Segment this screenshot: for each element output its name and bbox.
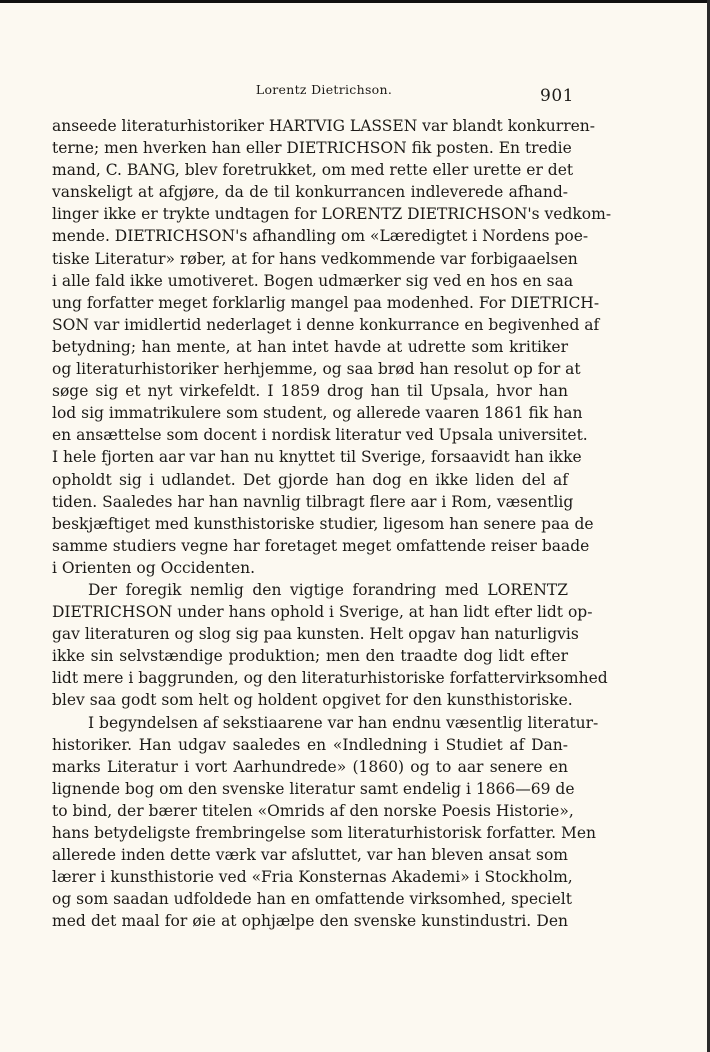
text-line: søge sig et nyt virkefeldt. I 1859 drog han til Upsala, hvor han <box>52 382 568 401</box>
running-title: Lorentz Dietrichson. <box>255 82 393 97</box>
text-line: tiden. Saaledes har han navnlig tilbragt flere aar i Rom, væsentlig <box>52 492 574 511</box>
text-line: lidt mere i baggrunden, og den literaturhistoriske forfattervirksomhed <box>52 669 608 688</box>
text-line: tiske Literatur» røber, at for hans vedkommende var forbigaaelsen <box>52 249 578 268</box>
text-line: I hele fjorten aar var han nu knyttet til Sverige, forsaavidt han ikke <box>52 448 582 467</box>
text-line: historiker. Han udgav saaledes en «Indledning i Studiet af Dan- <box>52 735 568 754</box>
text-line: hans betydeligste frembringelse som literaturhistorisk forfatter. Men <box>52 824 597 842</box>
text-line: allerede inden dette værk var afsluttet, var han bleven ansat som <box>52 846 568 865</box>
text-line: lignende bog om den svenske literatur samt endelig i 1866—69 de <box>52 779 575 798</box>
page-number: 901 <box>540 86 574 106</box>
text-line: lærer i kunsthistorie ved «Fria Konsternas Akademi» i Stockholm, <box>52 868 573 887</box>
text-line: I begyndelsen af sekstiaarene var han endnu væsentlig literatur- <box>88 713 599 732</box>
text-line: Der foregik nemlig den vigtige forandring med LORENTZ <box>88 580 568 599</box>
text-line: anseede literaturhistoriker HARTVIG LASSEN var blandt konkurren- <box>52 117 595 135</box>
text-line: mende. DIETRICHSON's afhandling om «Læredigtet i Nordens poe- <box>52 227 589 246</box>
text-line: beskjæftiget med kunsthistoriske studier, ligesom han senere paa de <box>52 514 594 533</box>
text-line: i Orienten og Occidenten. <box>52 558 256 577</box>
text-line: samme studiers vegne har foretaget meget omfattende reiser baade <box>52 536 590 555</box>
body-text <box>52 115 612 932</box>
text-line: linger ikke er trykte undtagen for LORENTZ DIETRICHSON's vedkom- <box>52 205 612 224</box>
text-line: DIETRICHSON under hans ophold i Sverige, at han lidt efter lidt op- <box>52 603 593 622</box>
text-line: og literaturhistoriker herhjemme, og saa brød han resolut op for at <box>52 360 581 379</box>
text-line: blev saa godt som helt og holdent opgivet for den kunsthistoriske. <box>52 691 573 710</box>
text-line: vanskeligt at afgjøre, da de til konkurrancen indleverede afhand- <box>52 183 568 202</box>
text-line: ikke sin selvstændige produktion; men den traadte dog lidt efter <box>52 647 568 666</box>
text-line: i alle fald ikke umotiveret. Bogen udmærker sig ved en hos en saa <box>52 271 574 290</box>
text-line: to bind, der bærer titelen «Omrids af den norske Poesis Historie», <box>52 801 574 820</box>
text-line: marks Literatur i vort Aarhundrede» (1860) og to aar senere en <box>52 757 568 776</box>
text-line: med det maal for øie at ophjælpe den svenske kunstindustri. Den <box>52 912 568 931</box>
text-line: lod sig immatrikulere som student, og allerede vaaren 1861 fik han <box>52 404 583 423</box>
text-line: og som saadan udfoldede han en omfattende virksomhed, specielt <box>52 890 572 909</box>
text-line: en ansættelse som docent i nordisk literatur ved Upsala universitet. <box>52 426 588 445</box>
text-line: betydning; han mente, at han intet havde at udrette som kritiker <box>52 337 568 356</box>
text-line: mand, C. BANG, blev foretrukket, om med rette eller urette er det <box>52 161 574 180</box>
text-line: terne; men hverken han eller DIETRICHSON fik posten. En tredie <box>52 139 572 158</box>
text-line: ung forfatter meget forklarlig mangel paa modenhed. For DIETRICH- <box>52 293 600 312</box>
text-line: opholdt sig i udlandet. Det gjorde han dog en ikke liden del af <box>52 470 568 489</box>
text-line: gav literaturen og slog sig paa kunsten. Helt opgav han naturligvis <box>52 625 579 644</box>
text-line: SON var imidlertid nederlaget i denne konkurrance en begivenhed af <box>52 315 600 334</box>
scan-edge-top <box>0 0 710 3</box>
